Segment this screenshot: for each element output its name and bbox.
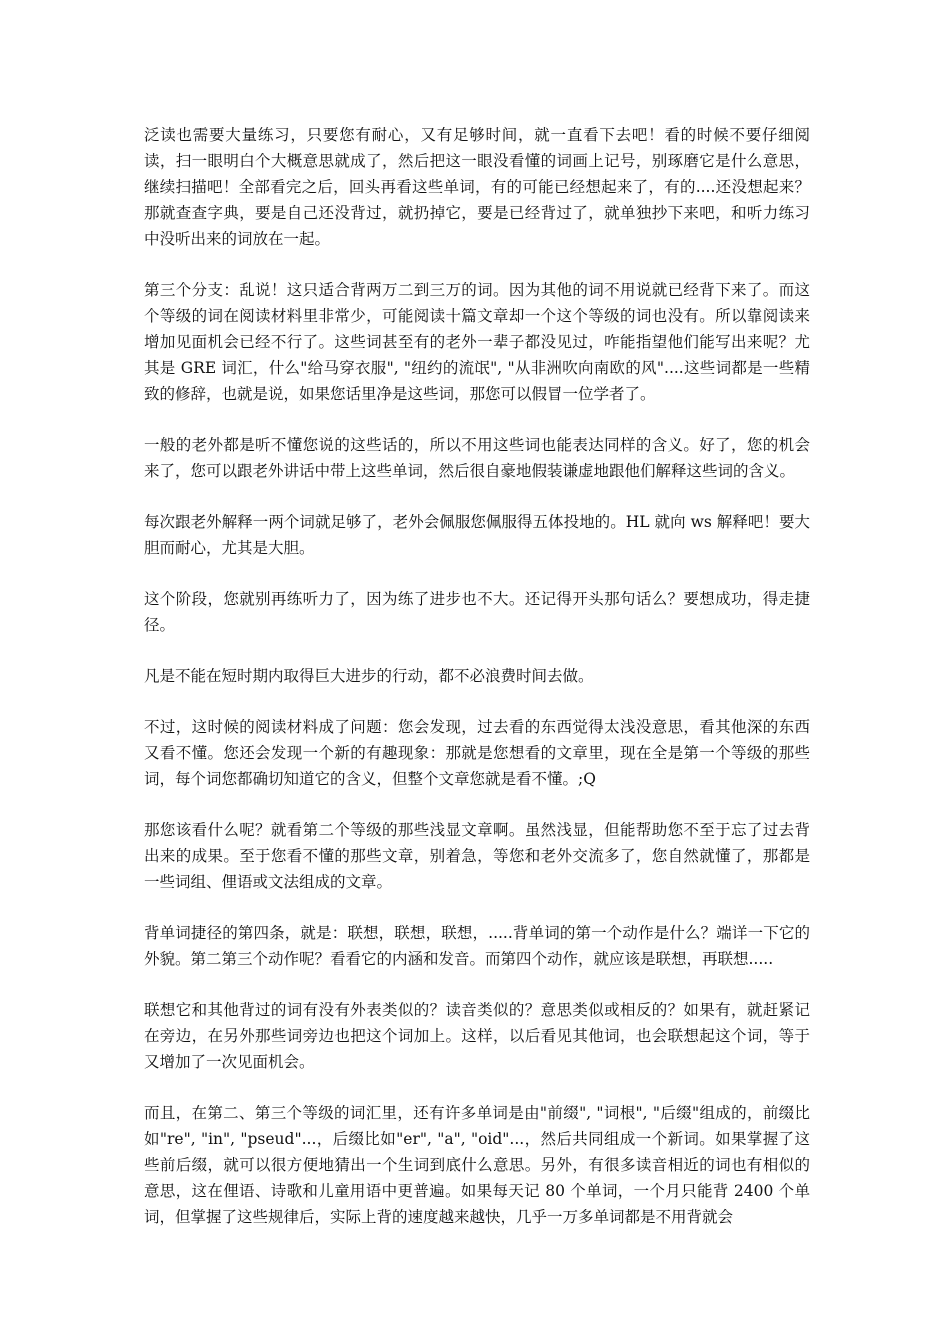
paragraph: 联想它和其他背过的词有没有外表类似的？读音类似的？意思类似或相反的？如果有，就赶紧记在旁边，在另外那些词旁边也把这个词加上。这样，以后看见其他词，也会联想起这个词，等于又增加了一次见面机会。: [144, 1001, 810, 1071]
paragraph: 这个阶段，您就别再练听力了，因为练了进步也不大。还记得开头那句话么？要想成功，得走捷径。: [144, 590, 810, 634]
paragraph: 背单词捷径的第四条，就是：联想，联想，联想，.....背单词的第一个动作是什么？端详一下它的外貌。第二第三个动作呢？看看它的内涵和发音。而第四个动作，就应该是联想，再联想.....: [144, 924, 810, 968]
document-body: [144, 122, 810, 1255]
paragraph: 凡是不能在短时期内取得巨大进步的行动，都不必浪费时间去做。: [144, 667, 594, 685]
paragraph: 泛读也需要大量练习，只要您有耐心，又有足够时间，就一直看下去吧！看的时候不要仔细阅读，扫一眼明白个大概意思就成了，然后把这一眼没看懂的词画上记号，别琢磨它是什么意思，继续扫描吧！全部看完之后，回头再看这些单词，有的可能已经想起来了，有的....还没想起来？那就查查字典，要是自己还没背过，就扔掉它，要是已经背过了，就单独抄下来吧，和听力练习中没听出来的词放在一起。: [144, 126, 810, 248]
paragraph: 那您该看什么呢？就看第二个等级的那些浅显文章啊。虽然浅显，但能帮助您不至于忘了过去背出来的成果。至于您看不懂的那些文章，别着急，等您和老外交流多了，您自然就懂了，那都是一些词组、俚语或文法组成的文章。: [144, 821, 810, 891]
paragraph: 而且，在第二、第三个等级的词汇里，还有许多单词是由"前缀", "词根", "后缀"组成的，前缀比如"re", "in", "pseud"...，后缀比如"er", "a", "oid"...，然后共同组成一个新词。如果掌握了这些前后缀，就可以很方便地猜出一个生词到底什么意思。另外，有很多读音相近的词也有相似的意思，这在俚语、诗歌和儿童用语中更普遍。如果每天记 80 个单词，一个月只能背 2400 个单词，但掌握了这些规律后，实际上背的速度越来越快，几乎一万多单词都是不用背就会: [144, 1104, 810, 1226]
paragraph: 每次跟老外解释一两个词就足够了，老外会佩服您佩服得五体投地的。HL 就向 ws 解释吧！要大胆而耐心，尤其是大胆。: [144, 513, 810, 557]
paragraph: 一般的老外都是听不懂您说的这些话的，所以不用这些词也能表达同样的含义。好了，您的机会来了，您可以跟老外讲话中带上这些单词，然后很自豪地假装谦虚地跟他们解释这些词的含义。: [144, 436, 810, 480]
paragraph: 不过，这时候的阅读材料成了问题：您会发现，过去看的东西觉得太浅没意思，看其他深的东西又看不懂。您还会发现一个新的有趣现象：那就是您想看的文章里，现在全是第一个等级的那些词，每个词您都确切知道它的含义，但整个文章您就是看不懂。;Q: [144, 718, 810, 788]
paragraph: 第三个分支：乱说！这只适合背两万二到三万的词。因为其他的词不用说就已经背下来了。而这个等级的词在阅读材料里非常少，可能阅读十篇文章却一个这个等级的词也没有。所以靠阅读来增加见面机会已经不行了。这些词甚至有的老外一辈子都没见过，咋能指望他们能写出来呢？尤其是 GRE 词汇，什么"给马穿衣服", "纽约的流氓", "从非洲吹向南欧的风"....这些词都是一些精致的修辞，也就是说，如果您话里净是这些词，那您可以假冒一位学者了。: [144, 281, 810, 403]
